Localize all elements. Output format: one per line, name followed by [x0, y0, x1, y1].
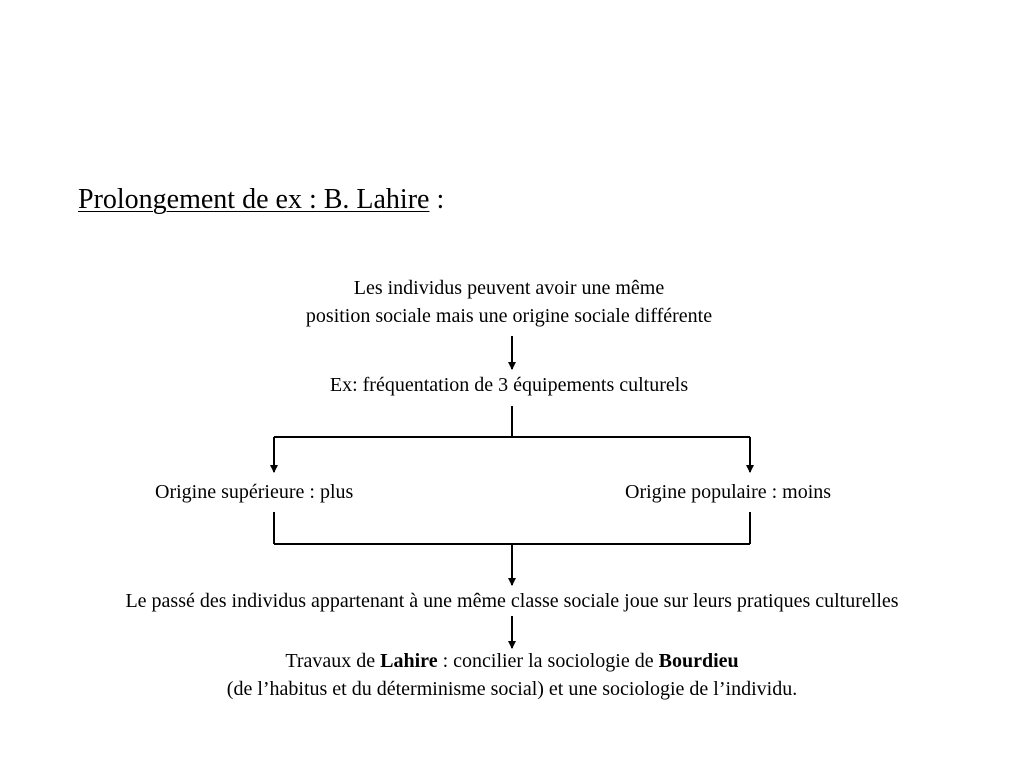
slide-title-text: Prolongement de ex : B. Lahire: [78, 184, 430, 215]
author-lahire: Lahire: [380, 650, 438, 672]
statement-line-2: position sociale mais une origine sociale différente: [305, 305, 713, 327]
example-node: Ex: fréquentation de 3 équipements culturels: [329, 374, 689, 396]
final-middle: : concilier la sociologie de: [437, 650, 659, 672]
author-bourdieu: Bourdieu: [658, 650, 739, 672]
final-line-2: (de l’habitus et du déterminisme social) et une sociologie de l’individu.: [226, 678, 798, 700]
statement-line-1: Les individus peuvent avoir une même: [353, 277, 665, 299]
branch-left-node: Origine supérieure : plus: [155, 481, 354, 503]
branch-right-node: Origine populaire : moins: [625, 481, 832, 503]
conclusion-node: Le passé des individus appartenant à une même classe sociale joue sur leurs pratiques culturelles: [125, 590, 899, 612]
final-prefix: Travaux de: [285, 650, 381, 672]
slide-title-suffix: :: [429, 184, 445, 215]
